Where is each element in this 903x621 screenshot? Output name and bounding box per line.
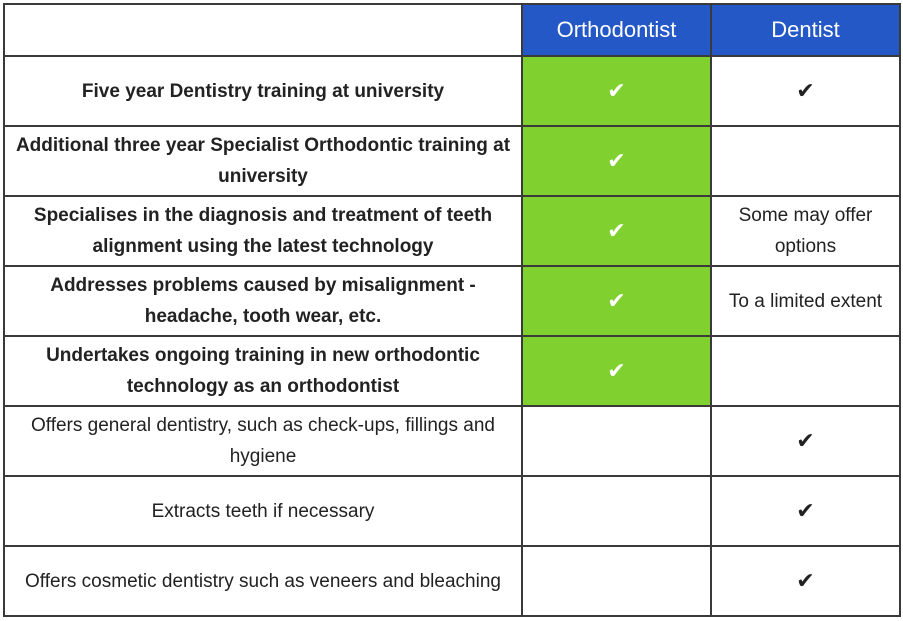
- dentist-cell: [711, 336, 900, 406]
- orthodontist-cell: [522, 196, 711, 266]
- table-row: [4, 266, 900, 336]
- table-row: [4, 56, 900, 126]
- table-row: [4, 336, 900, 406]
- dentist-cell: [711, 546, 900, 616]
- table-row: [4, 406, 900, 476]
- comparison-table: [3, 3, 901, 617]
- dentist-cell: [711, 126, 900, 196]
- feature-cell: Addresses problems caused by misalignment - headache, tooth wear, etc.: [4, 266, 522, 336]
- feature-cell: Offers general dentistry, such as check-ups, fillings and hygiene: [4, 406, 522, 476]
- orthodontist-cell: [522, 546, 711, 616]
- check-icon: ✔: [796, 567, 815, 593]
- table-row: [4, 546, 900, 616]
- orthodontist-cell: [522, 126, 711, 196]
- feature-cell: Specialises in the diagnosis and treatment of teeth alignment using the latest technology: [4, 196, 522, 266]
- orthodontist-cell: [522, 266, 711, 336]
- orthodontist-cell: [522, 56, 711, 126]
- header-row: [4, 4, 900, 56]
- dentist-cell: [711, 56, 900, 126]
- feature-cell: Undertakes ongoing training in new orthodontic technology as an orthodontist: [4, 336, 522, 406]
- check-icon: ✔: [607, 77, 626, 103]
- dentist-cell: [711, 406, 900, 476]
- dentist-cell: Some may offer options: [711, 196, 900, 266]
- orthodontist-cell: [522, 476, 711, 546]
- header-blank-cell: [4, 4, 522, 56]
- check-icon: ✔: [607, 217, 626, 243]
- header-orthodontist: Orthodontist: [522, 4, 711, 56]
- table-row: [4, 476, 900, 546]
- dentist-cell: [711, 476, 900, 546]
- dentist-cell: To a limited extent: [711, 266, 900, 336]
- check-icon: ✔: [607, 147, 626, 173]
- check-icon: ✔: [796, 77, 815, 103]
- header-dentist: Dentist: [711, 4, 900, 56]
- table-row: [4, 196, 900, 266]
- orthodontist-cell: [522, 336, 711, 406]
- check-icon: ✔: [607, 357, 626, 383]
- table-row: [4, 126, 900, 196]
- orthodontist-cell: [522, 406, 711, 476]
- feature-cell: Offers cosmetic dentistry such as veneers and bleaching: [4, 546, 522, 616]
- feature-cell: Five year Dentistry training at university: [4, 56, 522, 126]
- check-icon: ✔: [796, 497, 815, 523]
- feature-cell: Extracts teeth if necessary: [4, 476, 522, 546]
- check-icon: ✔: [607, 287, 626, 313]
- check-icon: ✔: [796, 427, 815, 453]
- feature-cell: Additional three year Specialist Orthodontic training at university: [4, 126, 522, 196]
